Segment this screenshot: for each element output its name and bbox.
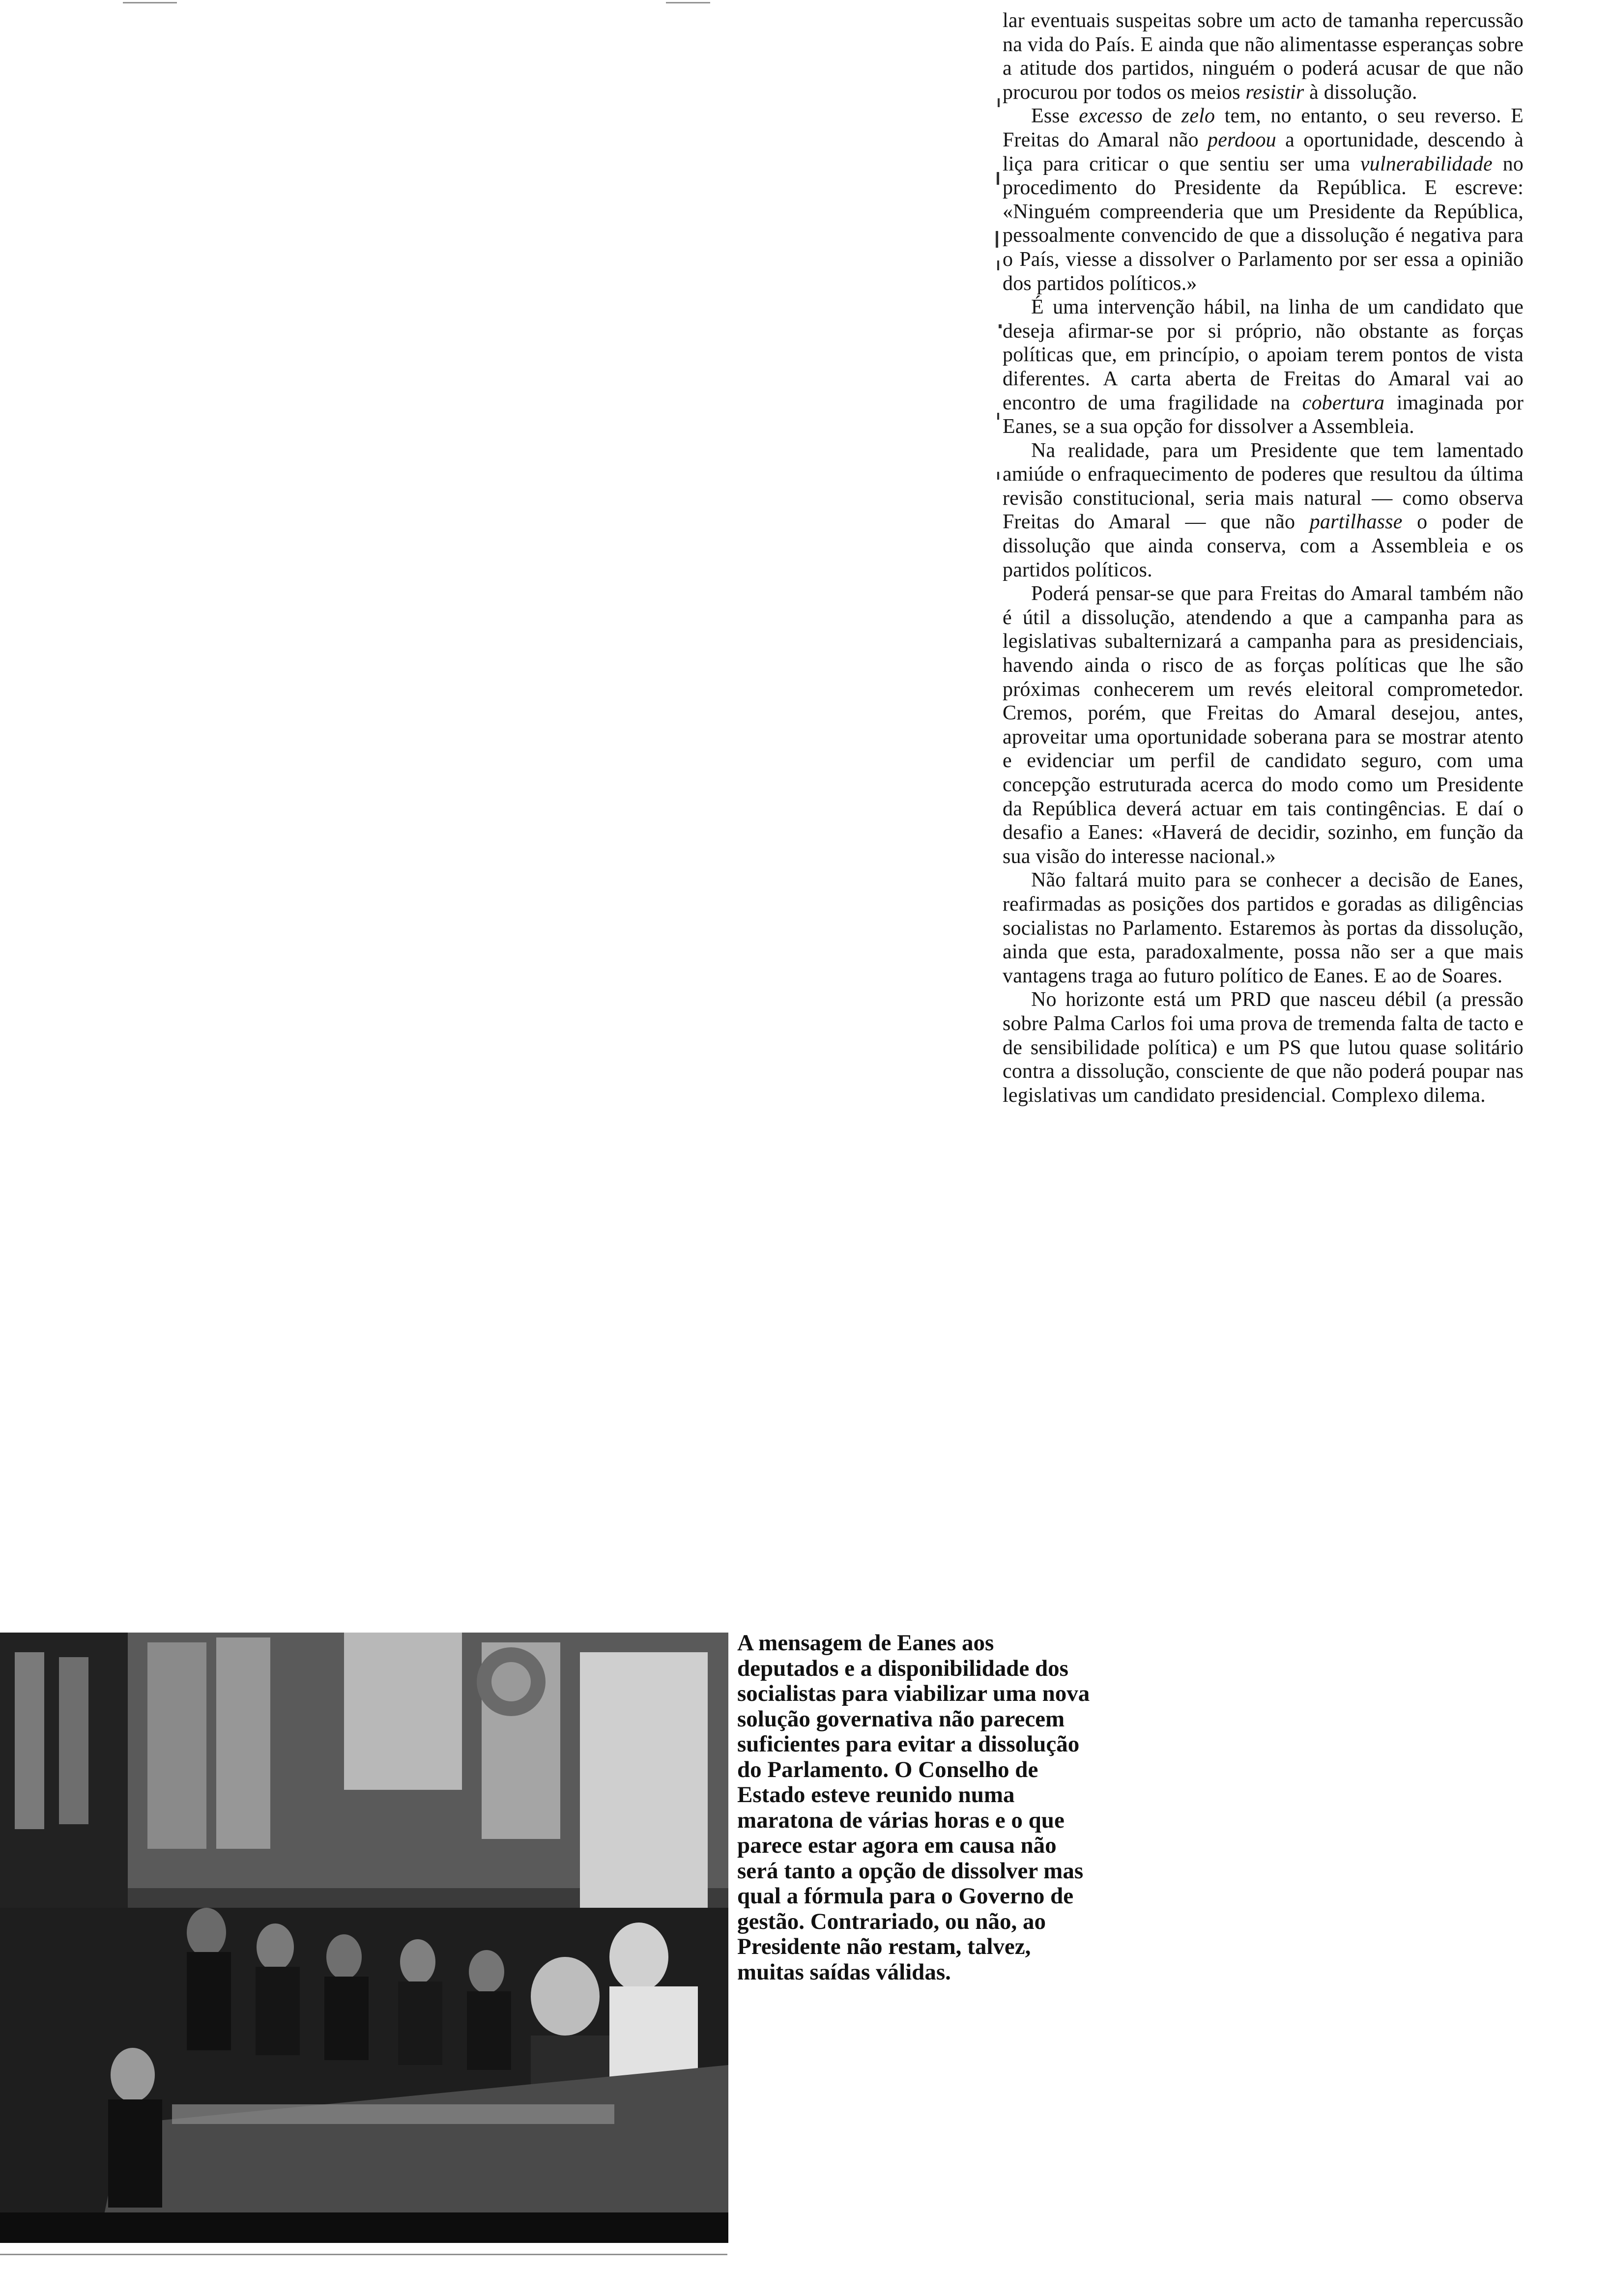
emphasized-text: resistir bbox=[1245, 81, 1304, 104]
paragraph-text: a oportunidade, descendo à liça para criticar o que sentiu ser uma bbox=[1003, 128, 1524, 175]
article-paragraph bbox=[1003, 439, 1524, 582]
paragraph-text: o poder de dissolução que ainda conserva, com a Assembleia e os partidos políticos. bbox=[1003, 511, 1524, 581]
paragraph-text: Na realidade, para um Presidente que tem lamentado amiúde o enfraquecimento de poderes que resultou da última revisão constitucional, seria mais natural — como observa Freitas do Amaral — que não bbox=[1003, 439, 1524, 534]
council-of-state-meeting-photo bbox=[0, 1633, 728, 2243]
article-paragraph bbox=[1003, 868, 1524, 988]
paragraph-text: lar eventuais suspeitas sobre um acto de tamanha repercussão na vida do País. E ainda que não alimentasse esperanças sobre a atitude dos partidos, ninguém o poderá acusar de que não procurou por todos os meios bbox=[1003, 9, 1524, 104]
article-body bbox=[1003, 9, 1524, 1107]
paragraph-text: no procedimento do Presidente da República. E escreve: «Ninguém compreenderia que um Presidente da República, pessoalmente convencido de que a dissolução é negativa para o País, viesse a dissolver o Parlamento por ser essa a opinião dos partidos políticos.» bbox=[1003, 152, 1524, 295]
emphasized-text: vulnerabilidade bbox=[1360, 152, 1493, 175]
article-paragraph bbox=[1003, 582, 1524, 868]
bottom-rule bbox=[0, 2254, 727, 2255]
margin-scan-marks bbox=[983, 98, 1003, 541]
emphasized-text: cobertura bbox=[1302, 391, 1385, 414]
paragraph-text: tem, no entanto, o seu reverso. E Freitas do Amaral não bbox=[1003, 105, 1524, 151]
emphasized-text: excesso bbox=[1079, 105, 1143, 128]
paragraph-text: Esse bbox=[1031, 105, 1079, 128]
paragraph-text: à dissolução. bbox=[1304, 81, 1417, 104]
article-paragraph bbox=[1003, 988, 1524, 1107]
paragraph-text: Poderá pensar-se que para Freitas do Amaral também não é útil a dissolução, atendendo a que a campanha para as legislativas subalternizará a campanha para as presidenciais, havendo ainda o risco de as forças políticas que lhe são próximas conhecerem um revés eleitoral comprometedor. Cremos, porém, que Freitas do Amaral desejou, antes, aproveitar uma oportunidade soberana para se mostrar atento e evidenciar um perfil de candidato seguro, com uma concepção estruturada acerca do modo como um Presidente da República deverá actuar em tais contingências. E daí o desafio a Eanes: «Haverá de decidir, sozinho, em função da sua visão do interesse nacional.» bbox=[1003, 582, 1524, 868]
scan-artifact-line bbox=[666, 2, 710, 3]
emphasized-text: perdoou bbox=[1208, 128, 1276, 151]
article-paragraph bbox=[1003, 9, 1524, 104]
paragraph-text: É uma intervenção hábil, na linha de um candidato que deseja afirmar-se por si próprio, não obstante as forças políticas que, em princípio, o apoiam terem pontos de vista diferentes. A carta aberta de Freitas do Amaral vai ao encontro de uma fragilidade na bbox=[1003, 296, 1524, 414]
paragraph-text: No horizonte está um PRD que nasceu débil (a pressão sobre Palma Carlos foi uma prova de tremenda falta de tacto e de sensibilidade política) e um PS que lutou quase solitário contra a dissolução, consciente de que não poderá poupar nas legislativas um candidato presidencial. Complexo dilema. bbox=[1003, 988, 1524, 1107]
article-paragraph bbox=[1003, 295, 1524, 439]
paragraph-text: Não faltará muito para se conhecer a decisão de Eanes, reafirmadas as posições dos partidos e goradas as diligências socialistas no Parlamento. Estaremos às portas da dissolução, ainda que esta, paradoxalmente, possa não ser a que mais vantagens traga ao futuro político de Eanes. E ao de Soares. bbox=[1003, 869, 1524, 987]
paragraph-text: de bbox=[1142, 105, 1181, 128]
paragraph-text: imaginada por Eanes, se a sua opção for dissolver a Assembleia. bbox=[1003, 391, 1524, 438]
photo-caption: A mensagem de Eanes aos deputados e a disponibilidade dos socialistas para viabilizar uma nova solução governativa não parecem suficientes para evitar a dissolução do Parlamento. O Conselho de Estado esteve reunido numa maratona de várias horas e o que parece estar agora em causa não será tanto a opção de dissolver mas qual a fórmula para o Governo de gestão. Contrariado, ou não, ao Presidente não restam, talvez, muitas saídas válidas. bbox=[737, 1630, 1090, 1985]
emphasized-text: zelo bbox=[1181, 105, 1215, 128]
scan-artifact-line bbox=[123, 2, 177, 3]
article-paragraph bbox=[1003, 104, 1524, 295]
emphasized-text: partilhasse bbox=[1309, 511, 1403, 534]
